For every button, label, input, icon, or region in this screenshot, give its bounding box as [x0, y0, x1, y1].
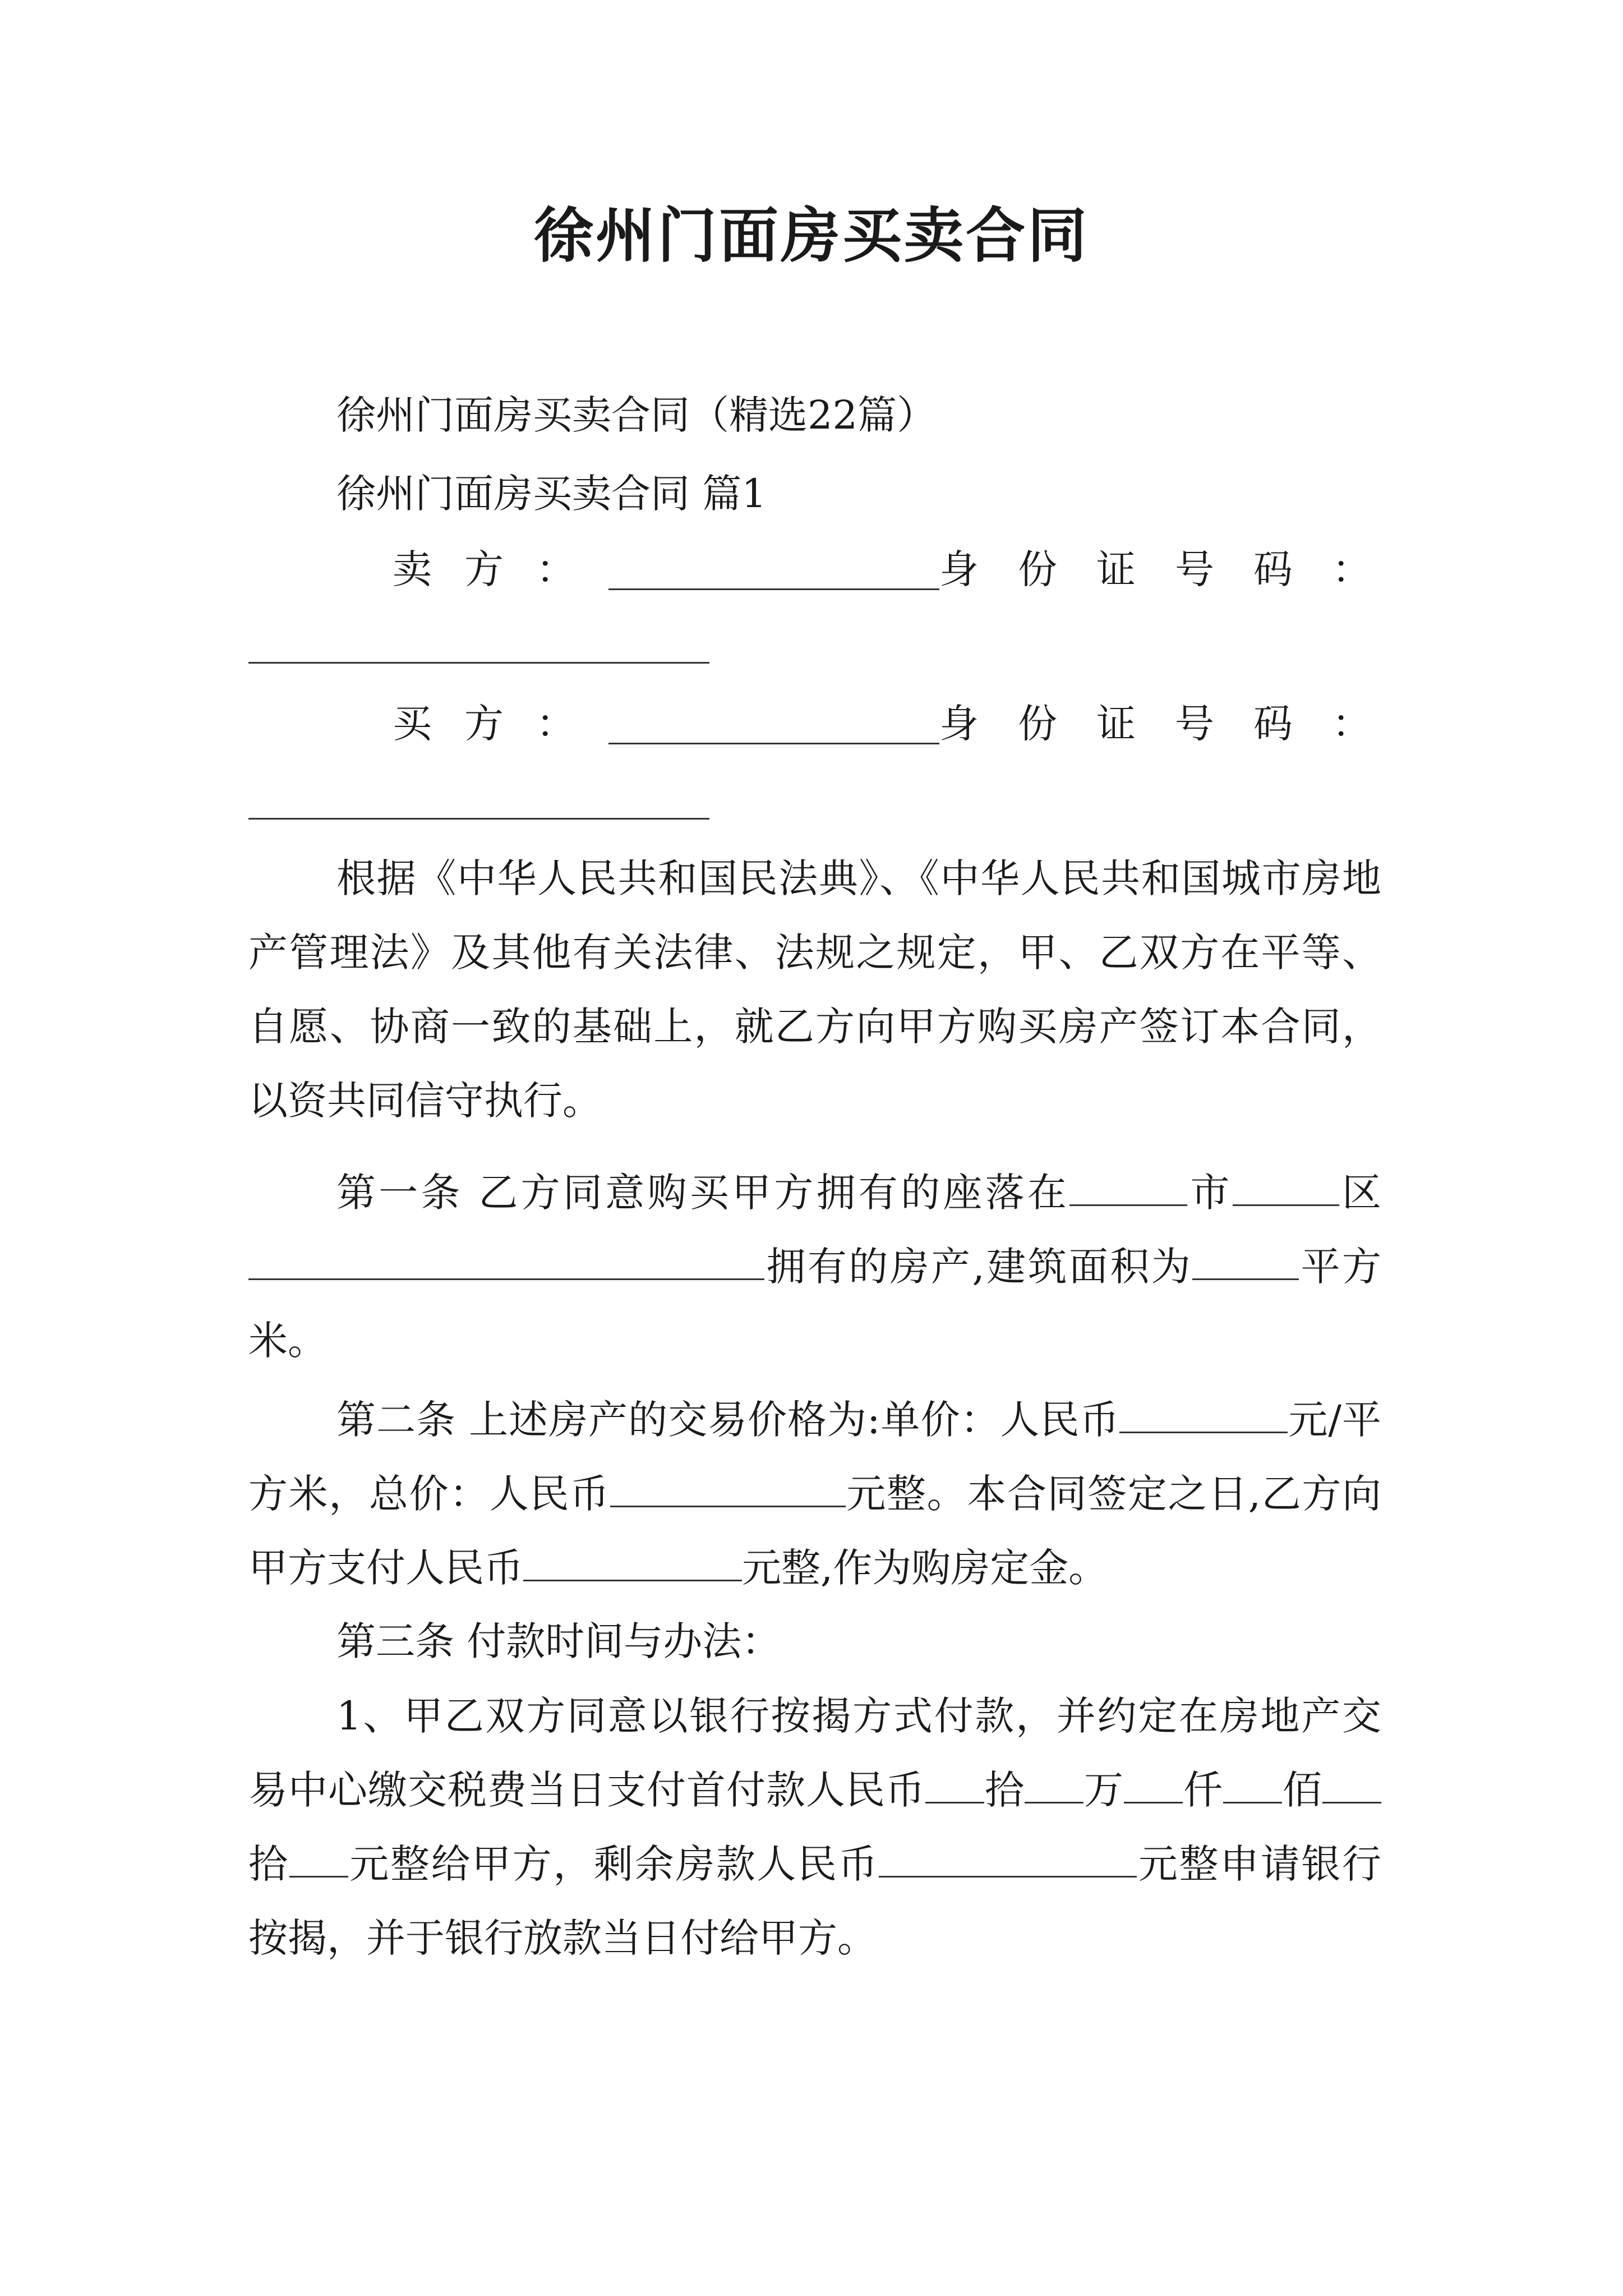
unit-price-blank — [1119, 1397, 1288, 1433]
seller-id-blank — [248, 662, 709, 664]
buyer-id-blank — [248, 818, 709, 820]
down-payment-bai-blank — [1223, 1767, 1282, 1803]
item1-text-3: 元整申请银行按揭，并于银行放款当日付给甲方。 — [248, 1841, 1382, 1961]
city-blank — [1069, 1170, 1187, 1206]
preamble-text: 根据《中华人民共和国民法典》、《中华人民共和国城市房地产管理法》及其他有关法律、法规之规定，甲、乙双方在平等、自愿、协商一致的基础上，就乙方向甲方购买房产签订本合同，以资共同信守执行。 — [248, 855, 1381, 1124]
article1-text-1: 第一条 乙方同意购买甲方拥有的座落在 — [336, 1170, 1070, 1216]
remaining-payment-blank — [879, 1841, 1137, 1878]
down-payment-yuan-blank — [289, 1841, 348, 1878]
article-3-heading — [248, 1604, 1381, 1678]
item1-text-2: 元整给甲方，剩余房款人民币 — [348, 1841, 879, 1887]
article2-text-1: 第二条 上述房产的交易价格为:单价：人民币 — [336, 1397, 1120, 1443]
article3-heading-text: 第三条 付款时间与办法： — [336, 1618, 781, 1664]
article2-text-4: 元整,作为购房定金。 — [742, 1545, 1108, 1591]
article2-text-3: 元整。本合同签定之日,乙方向甲方支付人民币 — [248, 1471, 1381, 1591]
unit-shi: 拾 — [984, 1767, 1025, 1813]
seller-row — [393, 541, 1410, 597]
article1-text-2: 市 — [1187, 1170, 1233, 1216]
document-title: 徐州门面房买卖合同 — [534, 200, 1089, 270]
buyer-name-blank — [608, 703, 939, 744]
down-payment-wan-blank — [1025, 1767, 1083, 1803]
preamble-paragraph — [248, 841, 1381, 1138]
article1-text-3: 区 — [1339, 1170, 1382, 1216]
seller-label: 卖方： — [393, 546, 608, 592]
down-payment-shi-blank — [1322, 1767, 1381, 1803]
unit-bai: 佰 — [1282, 1767, 1322, 1813]
article1-text-5: 平方米。 — [248, 1244, 1381, 1364]
unit-qian: 仟 — [1183, 1767, 1223, 1813]
article1-text-4: 拥有的房产,建筑面积为 — [764, 1244, 1193, 1290]
seller-id-label: 身份证号码： — [939, 546, 1410, 592]
total-price-blank — [610, 1471, 846, 1507]
buyer-id-label: 身份证号码： — [939, 701, 1410, 747]
area-blank — [1192, 1244, 1299, 1280]
buyer-label: 买方： — [393, 701, 608, 747]
article-1 — [248, 1156, 1381, 1378]
down-payment-qian-blank — [1124, 1767, 1183, 1803]
document-subtitle: 徐州门面房买卖合同（精选22篇） — [336, 392, 937, 438]
section-heading: 徐州门面房买卖合同 篇1 — [336, 471, 767, 517]
unit-wan: 万 — [1083, 1767, 1124, 1813]
article-2 — [248, 1383, 1381, 1605]
seller-name-blank — [608, 549, 939, 590]
down-payment-10k-blank — [925, 1767, 984, 1803]
unit-shi-2: 拾 — [248, 1841, 289, 1887]
article-3-item-1 — [248, 1679, 1381, 1975]
district-prefix-blank — [1233, 1170, 1339, 1206]
item1-text-1: 1、甲乙双方同意以银行按揭方式付款，并约定在房地产交易中心缴交税费当日支付首付款人民币 — [248, 1693, 1381, 1813]
deposit-blank — [523, 1545, 742, 1581]
buyer-row — [393, 696, 1410, 752]
article2-text-2: 元/平方米，总价：人民币 — [248, 1397, 1381, 1517]
location-blank — [248, 1244, 764, 1280]
